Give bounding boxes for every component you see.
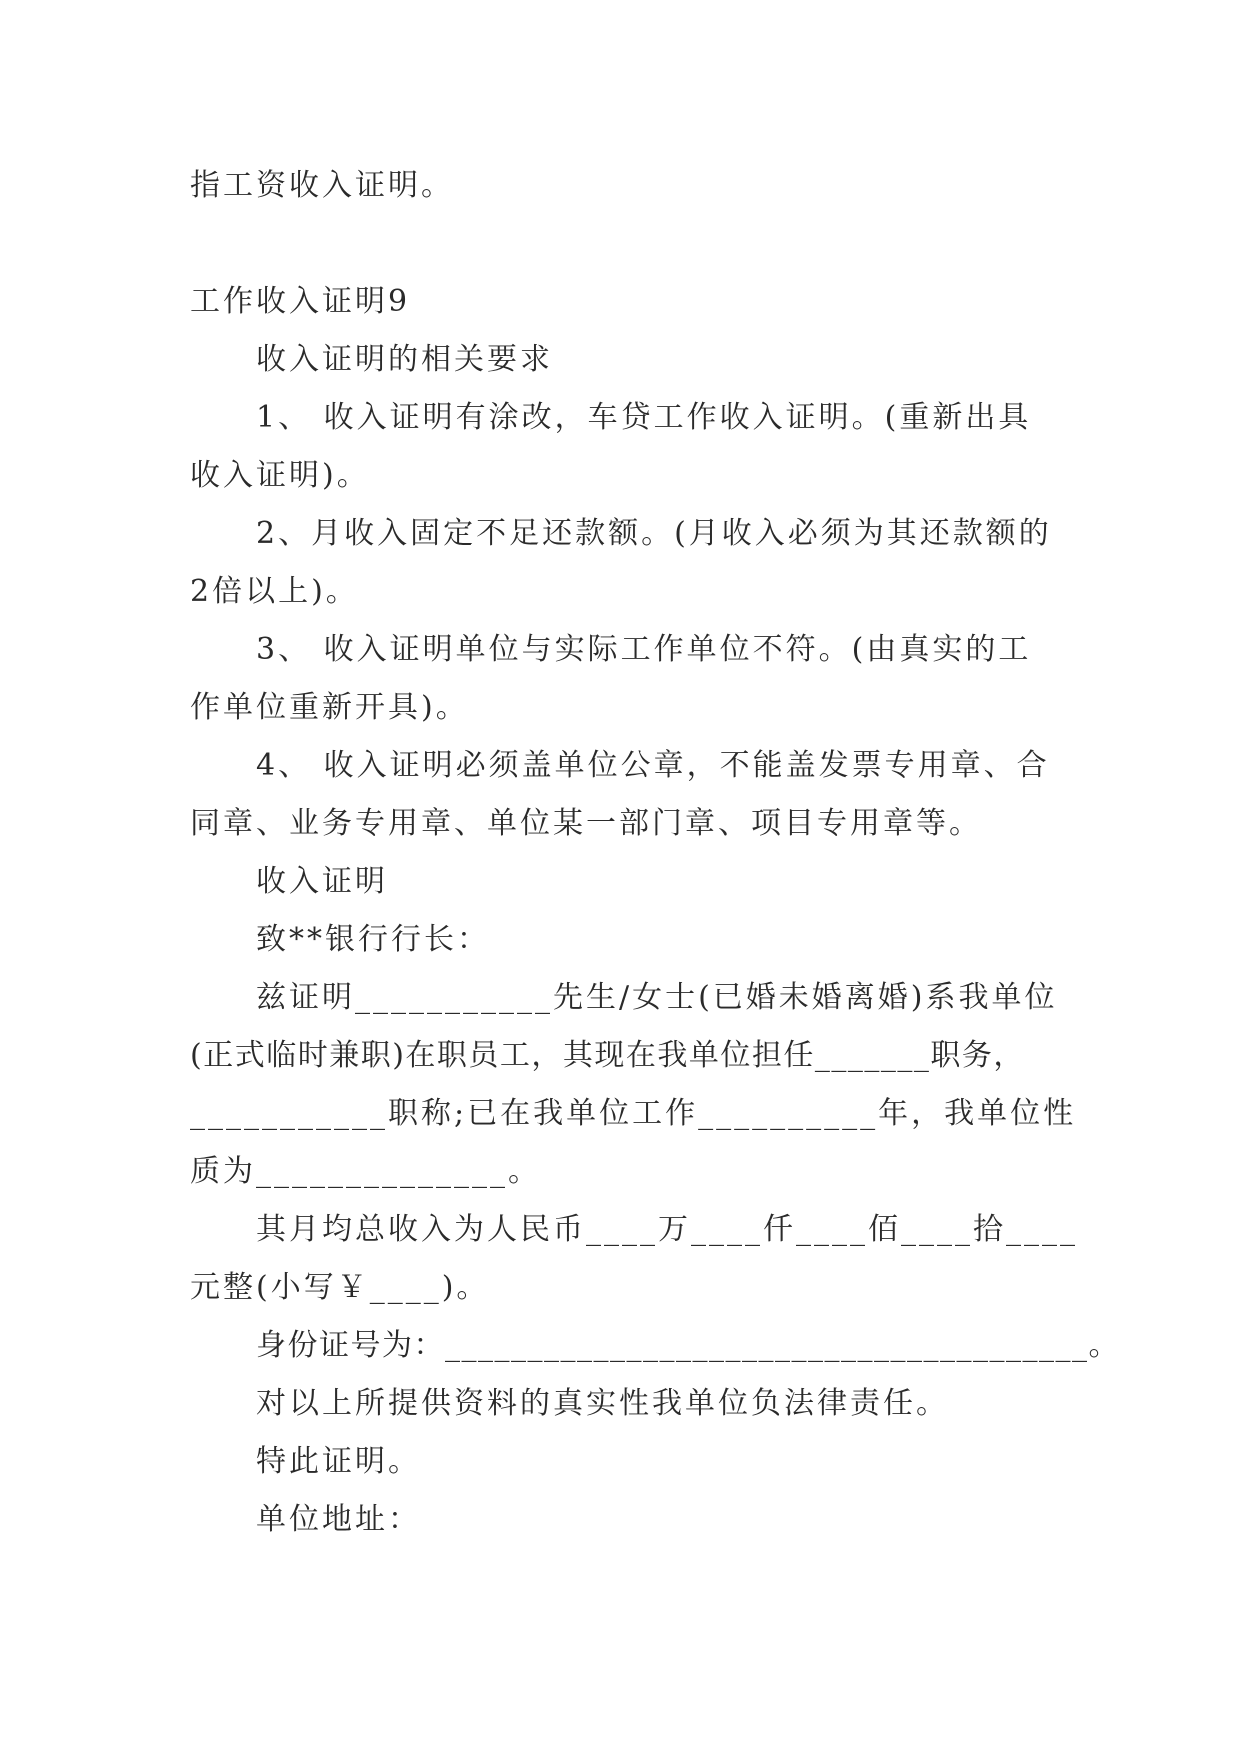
id-number-line: 身份证号为：_______________________________________。 [256,1328,1120,1363]
section-heading: 工作收入证明9 [190,284,411,319]
liability-statement: 对以上所提供资料的真实性我单位负法律责任。 [256,1386,949,1421]
requirement-4-line-2: 同章、业务专用章、单位某一部门章、项目专用章等。 [190,806,982,841]
certificate-body-line-3: ___________职称;已在我单位工作__________年，我单位性 [190,1096,1077,1131]
requirement-1-line-2: 收入证明)。 [190,458,370,493]
income-line-2: 元整(小写￥____)。 [190,1270,490,1305]
requirement-4-line-1: 4、 收入证明必须盖单位公章，不能盖发票专用章、合 [256,748,1050,783]
paragraph-line: 指工资收入证明。 [190,168,454,203]
certification-closing: 特此证明。 [256,1444,421,1479]
requirement-3-line-2: 作单位重新开具)。 [190,690,469,725]
requirement-2-line-2: 2倍以上)。 [190,574,359,609]
certificate-body-line-2: (正式临时兼职)在职员工，其现在我单位担任_______职务， [190,1038,1025,1073]
unit-address-label: 单位地址： [256,1502,421,1537]
certificate-title: 收入证明 [256,864,388,899]
income-line-1: 其月均总收入为人民币____万____仟____佰____拾____ [256,1212,1078,1247]
requirement-2-line-1: 2、月收入固定不足还款额。(月收入必须为其还款额的 [256,516,1052,551]
requirement-3-line-1: 3、 收入证明单位与实际工作单位不符。(由真实的工 [256,632,1032,667]
salutation: 致**银行行长： [256,922,490,957]
certificate-body-line-4: 质为______________。 [190,1154,541,1189]
subheading: 收入证明的相关要求 [256,342,553,377]
certificate-body-line-1: 兹证明___________先生/女士(已婚未婚离婚)系我单位 [256,980,1058,1015]
requirement-1-line-1: 1、 收入证明有涂改，车贷工作收入证明。(重新出具 [256,400,1032,435]
